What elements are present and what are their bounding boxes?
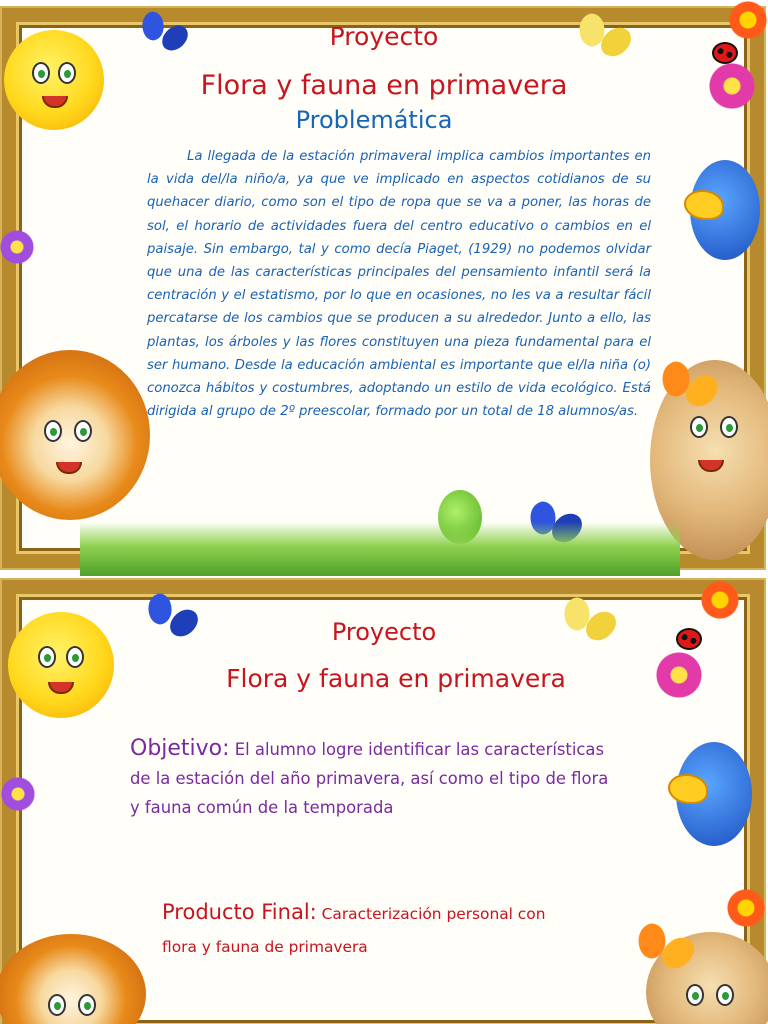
slide1-title-line2: Flora y fauna en primavera (200, 70, 568, 101)
slide2-title-line2: Flora y fauna en primavera (226, 664, 566, 693)
flower-icon (726, 888, 766, 928)
slide1-body-text: La llegada de la estación primaveral implica cambios importantes en la vida del/la niño/a, ya que ve implicado en aspectos cotidianos de su quehacer diario, como son el tipo de ropa que se va a poner, las horas de sol, el horario de actividades fuera del centro educativo o cambios en el paisaje. Sin embargo, tal y como decía Piaget, (1929) no podemos olvidar que una de las características principales del pensamiento infantil será la centración y el estatismo, por lo que en ocasiones, no les va a resultar fácil percatarse de los cambios que se producen a su alrededor. Junto a ello, las plantas, los árboles y las flores constituyen una pieza fundamental para el ser humano. Desde la educación ambiental es importante que el/la niña (o) conozca hábitos y costumbres, adoptando un estilo de vida ecológico. Está dirigida al grupo de 2º preescolar, formado por un total de 18 alumnos/as. (147, 149, 651, 420)
flower-icon (0, 230, 34, 264)
butterfly-icon (660, 356, 720, 416)
flower-icon (0, 776, 36, 812)
objective-block (130, 734, 610, 822)
grass-icon (80, 522, 680, 576)
parrot-icon (690, 160, 760, 260)
final-product-text: Caracterización personal con flora y fauna de primavera (162, 905, 546, 956)
slide2-title-line1: Proyecto (331, 618, 437, 646)
final-product-label: Producto Final: (162, 900, 317, 924)
slide1-heading: Problemática (295, 106, 453, 134)
parrot-icon (676, 742, 752, 846)
butterfly-icon (636, 918, 696, 978)
final-product-block (162, 896, 582, 964)
slide-objetivo (0, 576, 768, 1024)
objective-label: Objetivo: (130, 736, 230, 761)
objective-text: El alumno logre identificar las características de la estación del año primavera, así como el tipo de flora y fauna común de la temporada (130, 740, 609, 817)
slide1-title-line1: Proyecto (329, 22, 439, 51)
flower-icon (700, 580, 740, 620)
